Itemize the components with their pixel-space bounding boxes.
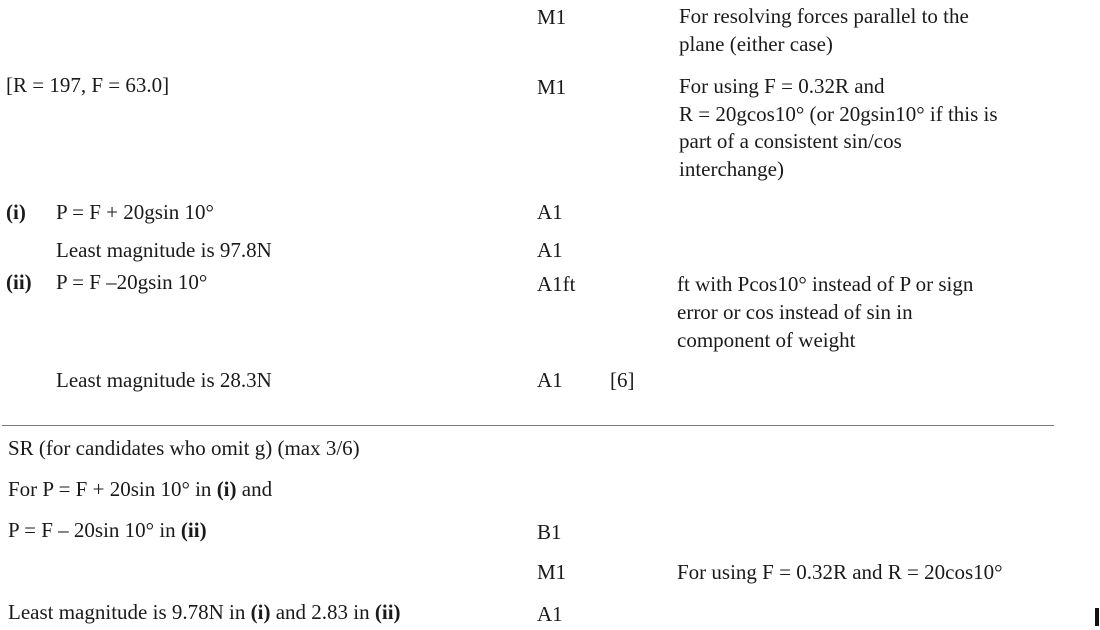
mark-sr-a1: A1 (537, 602, 563, 626)
note-sr-m1: For using F = 0.32R and R = 20cos10° (677, 560, 1003, 584)
working-r4: Least magnitude is 97.8N (56, 238, 272, 262)
question-total: [6] (610, 368, 635, 392)
note-r1-line1: For resolving forces parallel to the (679, 4, 969, 28)
mark-r1: M1 (537, 5, 567, 29)
note-r2-line1: For using F = 0.32R and (679, 74, 885, 98)
mark-sr-b1: B1 (537, 520, 562, 544)
working-r3: P = F + 20gsin 10° (56, 200, 214, 224)
mark-r5: A1ft (537, 272, 576, 296)
note-r1-line2: plane (either case) (679, 32, 833, 56)
working-r2: [R = 197, F = 63.0] (6, 73, 170, 97)
note-r5-line1: ft with Pcos10° instead of P or sign (677, 272, 974, 296)
note-r5-line3: component of weight (677, 328, 856, 352)
note-r2-line4: interchange) (679, 157, 784, 181)
note-r2-line2: R = 20gcos10° (or 20gsin10° if this is (679, 102, 998, 126)
sr-line2: For P = F + 20sin 10° in (i) and (8, 477, 273, 501)
working-r6: Least magnitude is 28.3N (56, 368, 272, 392)
sr-line5: Least magnitude is 9.78N in (i) and 2.83 in (ii) (8, 600, 401, 624)
note-r2-line3: part of a consistent sin/cos (679, 129, 902, 153)
part-label-ii: (ii) (6, 270, 32, 294)
section-divider (2, 425, 1054, 426)
mark-r3: A1 (537, 200, 563, 224)
working-r5: P = F –20gsin 10° (56, 270, 208, 294)
sr-heading: SR (for candidates who omit g) (max 3/6) (8, 436, 360, 460)
mark-r6: A1 (537, 368, 563, 392)
mark-r4: A1 (537, 238, 563, 262)
text-cursor-mark (1095, 608, 1099, 626)
sr-line3: P = F – 20sin 10° in (ii) (8, 518, 207, 542)
note-r5-line2: error or cos instead of sin in (677, 300, 913, 324)
mark-r2: M1 (537, 75, 567, 99)
part-label-i: (i) (6, 200, 26, 224)
mark-sr-m1: M1 (537, 560, 567, 584)
